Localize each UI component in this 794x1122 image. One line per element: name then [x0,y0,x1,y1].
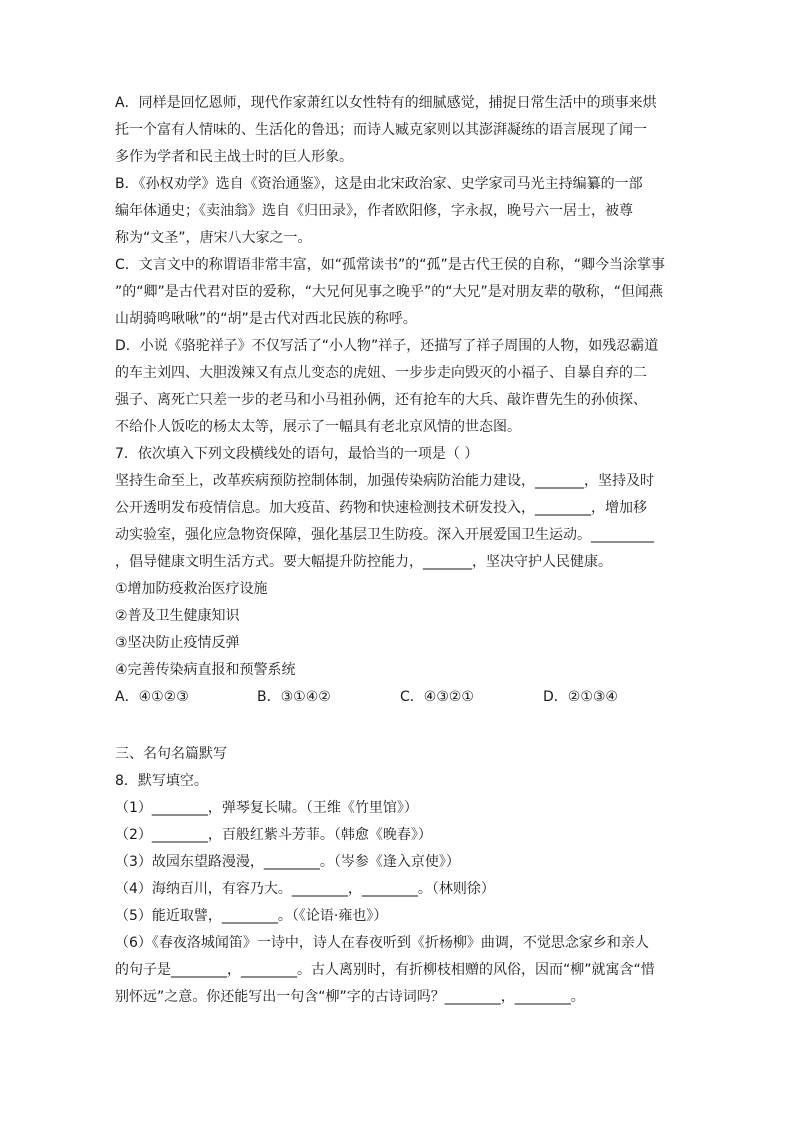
option-b-line-3: 称为“文圣”，唐宋八大家之一。 [115,230,312,246]
q7-item-3: ③坚决防止疫情反弹 [115,635,240,651]
option-d-line-1: D．小说《骆驼祥子》不仅写活了“小人物”祥子，还描写了祥子周围的人物，如残忍霸道 [115,338,659,354]
q7-stem: 7．依次填入下列文段横线处的语句，最恰当的一项是（ ） [115,446,479,462]
q8-stem: 8．默写填空。 [115,773,208,789]
option-c-line-3: 山胡骑鸣啾啾”的“胡”是古代对西北民族的称呼。 [115,311,417,327]
q8-line-2: （2）________，百般红紫斗芳菲。（韩愈《晚春》） [115,827,432,843]
option-d-line-2: 的车主刘四、大胆泼辣又有点儿变态的虎妞、一步步走向毁灭的小福子、自暴自弃的二 [115,365,647,381]
q6-options [115,90,666,441]
q7-item-4: ④完善传染病直报和预警系统 [115,662,296,678]
q7-choice-a[interactable]: A．④①②③ [115,689,189,705]
q7-choices [115,684,660,711]
option-b-line-2: 编年体通史；《卖油翁》选自《归田录》，作者欧阳修，字永叔，晚号六一居士，被尊 [115,203,633,219]
section-3 [115,741,660,1011]
q7-passage-line-3: 动实验室，强化应急物资保障，强化基层卫生防疫。深入开展爱国卫生运动。_________ [115,527,654,543]
option-c-line-2: ”的“卿”是古代君对臣的爱称，“大兄何见事之晚乎”的“大兄”是对朋友辈的敬称，“但闻燕 [115,284,664,300]
q8-line-3: （3）故园东望路漫漫，________。（岑参《逢入京使》） [115,854,460,870]
option-b-line-1: B．《孙权劝学》选自《资治通鉴》，这是由北宋政治家、史学家司马光主持编纂的一部 [115,176,643,192]
q8-line-8: 别怀远”之意。你还能写出一句含“柳”字的古诗词吗？________，________。 [115,989,585,1005]
q7-item-1: ①增加防疫救治医疗设施 [115,581,268,597]
section-3-heading: 三、名句名篇默写 [115,746,227,762]
q7-item-2: ②普及卫生健康知识 [115,608,240,624]
q7-passage-line-2: 公开透明发布疫情信息。加大疫苗、药物和快速检测技术研发投入，________，增加移 [115,500,647,516]
option-a-line-2: 托一个富有人情味的、生活化的鲁迅；而诗人臧克家则以其澎湃凝练的语言展现了闻一 [115,122,647,138]
option-a-line-1: A．同样是回忆恩师，现代作家萧红以女性特有的细腻感觉，捕捉日常生活中的琐事来烘 [115,95,657,111]
q7-choice-d[interactable]: D．②①③④ [543,689,618,705]
question-7 [115,441,660,711]
q7-passage-line-1: 坚持生命至上，改革疾病预防控制体制，加强传染病防治能力建设，_______，坚持及时 [115,473,654,489]
q8-line-5: （5）能近取譬，________。（《论语·雍也》） [115,908,388,924]
q7-choice-b[interactable]: B．③①④② [257,689,331,705]
q7-choice-c[interactable]: C．④③②① [400,689,474,705]
q8-line-4: （4）海纳百川，有容乃大。________，________。（林则徐） [115,881,495,897]
option-c-line-1: C．文言文中的称谓语非常丰富，如“孤常读书”的“孤”是古代王侯的自称，“卿今当涂掌事 [115,257,666,273]
option-a-line-3: 多作为学者和民主战士时的巨人形象。 [115,149,353,165]
q8-line-7: 的句子是________，________。古人离别时，有折柳枝相赠的风俗，因而“柳”就寓含“惜 [115,962,655,978]
q7-passage-line-4: ，倡导健康文明生活方式。要大幅提升防控能力，_______，坚决守护人民健康。 [115,554,612,570]
option-d-line-4: 不给仆人饭吃的杨太太等，展示了一幅具有老北京风情的世态图。 [115,419,521,435]
q8-line-1: （1）________，弹琴复长啸。（王维《竹里馆》） [115,800,418,816]
option-d-line-3: 强子、离死亡只差一步的老马和小马祖孙俩，还有抢车的大兵、敲诈曹先生的孙侦探、 [115,392,647,408]
q8-line-6: （6）《春夜洛城闻笛》一诗中，诗人在春夜听到《折杨柳》曲调，不觉思念家乡和亲人 [115,935,649,951]
